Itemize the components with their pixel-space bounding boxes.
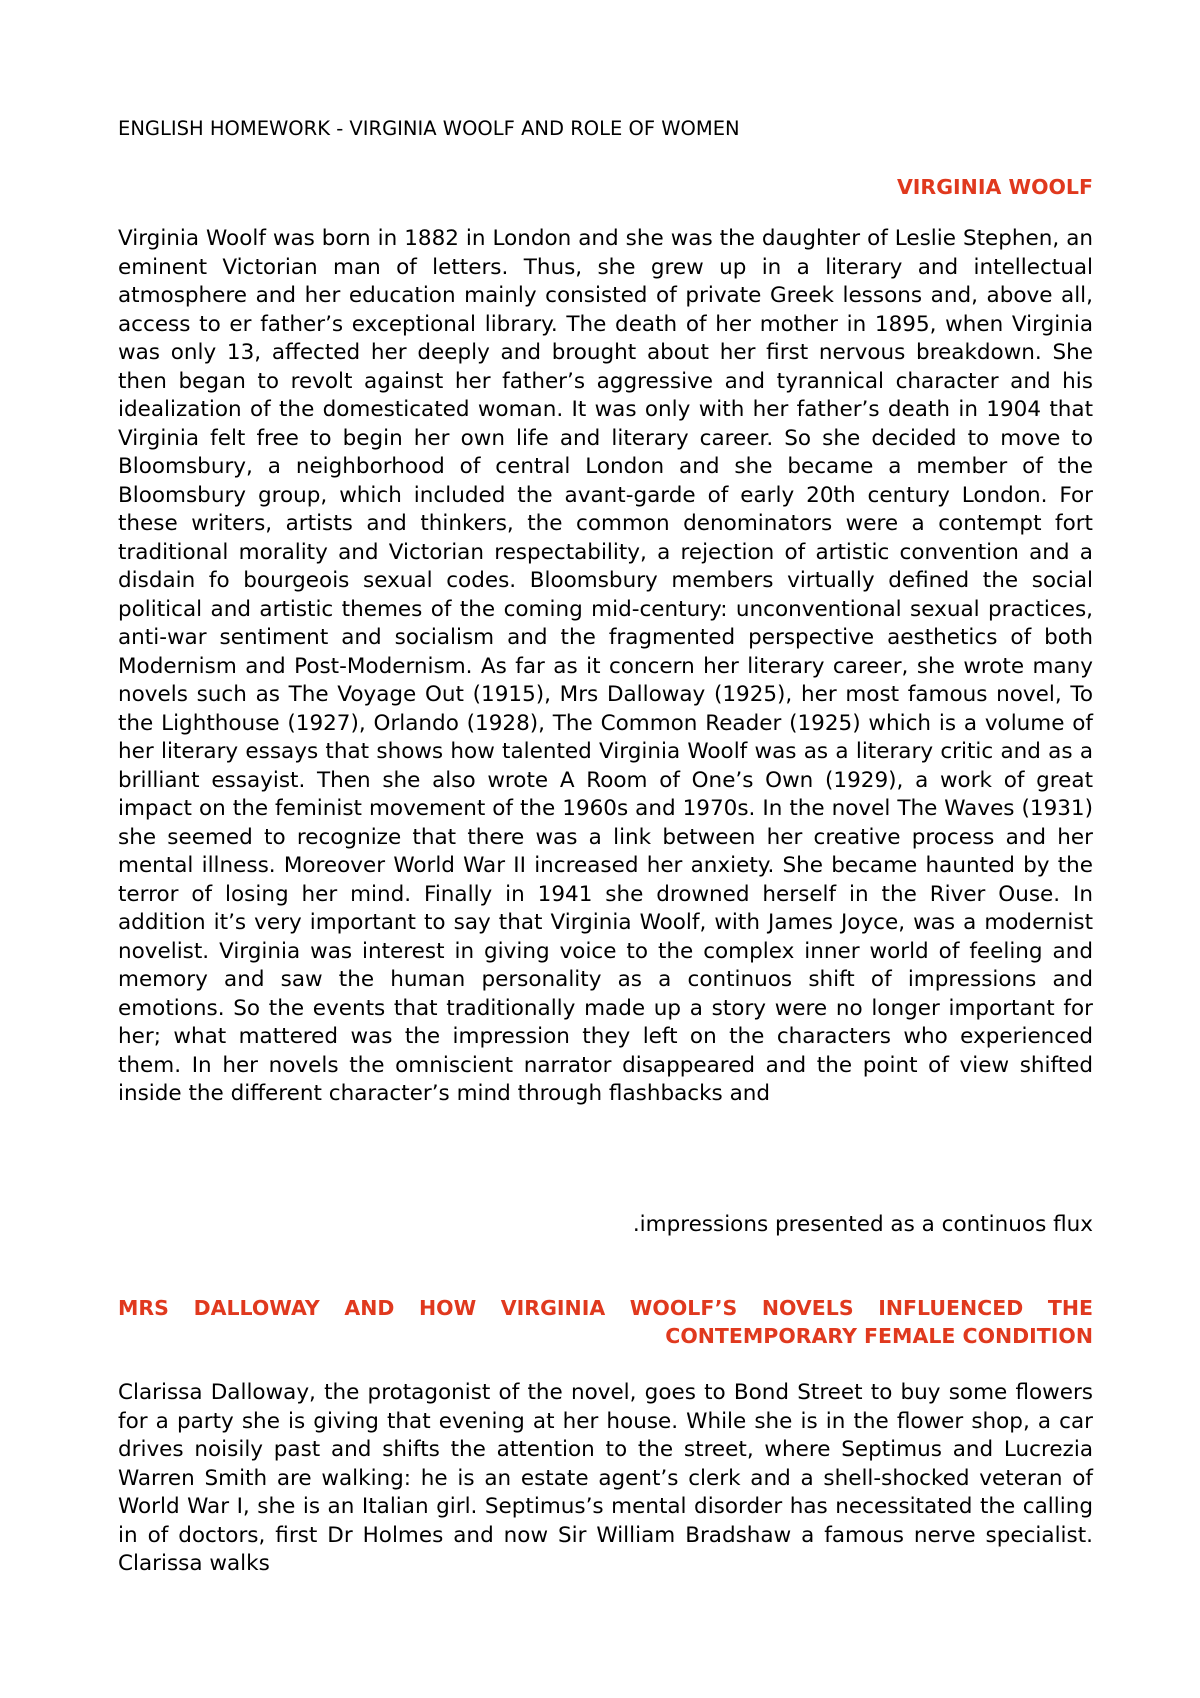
section-heading-mrs-dalloway: MRS DALLOWAY AND HOW VIRGINIA WOOLF’S NOVELS INFLUENCED THE CONTEMPORARY FEMALE CONDITION [118,1296,1093,1348]
biography-paragraph-last-line: .impressions presented as a continuos flux [632,1212,1093,1237]
section-heading-virginia-woolf: VIRGINIA WOOLF [896,175,1093,199]
biography-paragraph: Virginia Woolf was born in 1882 in London and she was the daughter of Leslie Stephen, an eminent Victorian man of letters. Thus, she grew up in a literary and intellectual atmosphere and her education mainly consisted of private Greek lessons and, above all, access to er father’s exceptional library. The death of her mother in 1895, when Virginia was only 13, affected her deeply and brought about her first nervous breakdown. She then began to revolt against her father’s aggressive and tyrannical character and his idealization of the domesticated woman. It was only with her father’s death in 1904 that Virginia felt free to begin her own life and literary career. So she decided to move to Bloomsbury, a neighborhood of central London and she became a member of the Bloomsbury group, which included the avant-garde of early 20th century London. For these writers, artists and thinkers, the common denominators were a contempt fort traditional morality and Victorian respectability, a rejection of artistic convention and a disdain fo bourgeois sexual codes. Bloomsbury members virtually defined the social political and artistic themes of the coming mid-century: unconventional sexual practices, anti-war sentiment and socialism and the fragmented perspective aesthetics of both Modernism and Post-Modernism. As far as it concern her literary career, she wrote many novels such as The Voyage Out (1915), Mrs Dalloway (1925), her most famous novel, To the Lighthouse (1927), Orlando (1928), The Common Reader (1925) which is a volume of her literary essays that shows how talented Virginia Woolf was as a literary critic and as a brilliant essayist. Then she also wrote A Room of One’s Own (1929), a work of great impact on the feminist movement of the 1960s and 1970s. In the novel The Waves (1931) she seemed to recognize that there was a link between her creative process and her mental illness. Moreover World War II increased her anxiety. She became haunted by the terror of losing her mind. Finally in 1941 she drowned herself in the River Ouse. In addition it’s very important to say that Virginia Woolf, with James Joyce, was a modernist novelist. Virginia was interest in giving voice to the complex inner world of feeling and memory and saw the human personality as a continuos shift of impressions and emotions. So the events that traditionally made up a story were no longer important for her; what mattered was the impression they left on the characters who experienced them. In her novels the omniscient narrator disappeared and the point of view shifted inside the different character’s mind through flashbacks and [118,226,1093,1106]
document-header: ENGLISH HOMEWORK - VIRGINIA WOOLF AND ROLE OF WOMEN [118,117,740,140]
mrs-dalloway-paragraph: Clarissa Dalloway, the protagonist of the novel, goes to Bond Street to buy some flowers for a party she is giving that evening at her house. While she is in the flower shop, a car drives noisily past and shifts the attention to the street, where Septimus and Lucrezia Warren Smith are walking: he is an estate agent’s clerk and a shell-shocked veteran of World War I, she is an Italian girl. Septimus’s mental disorder has necessitated the calling in of doctors, first Dr Holmes and now Sir William Bradshaw a famous nerve specialist. Clarissa walks [118,1380,1093,1576]
